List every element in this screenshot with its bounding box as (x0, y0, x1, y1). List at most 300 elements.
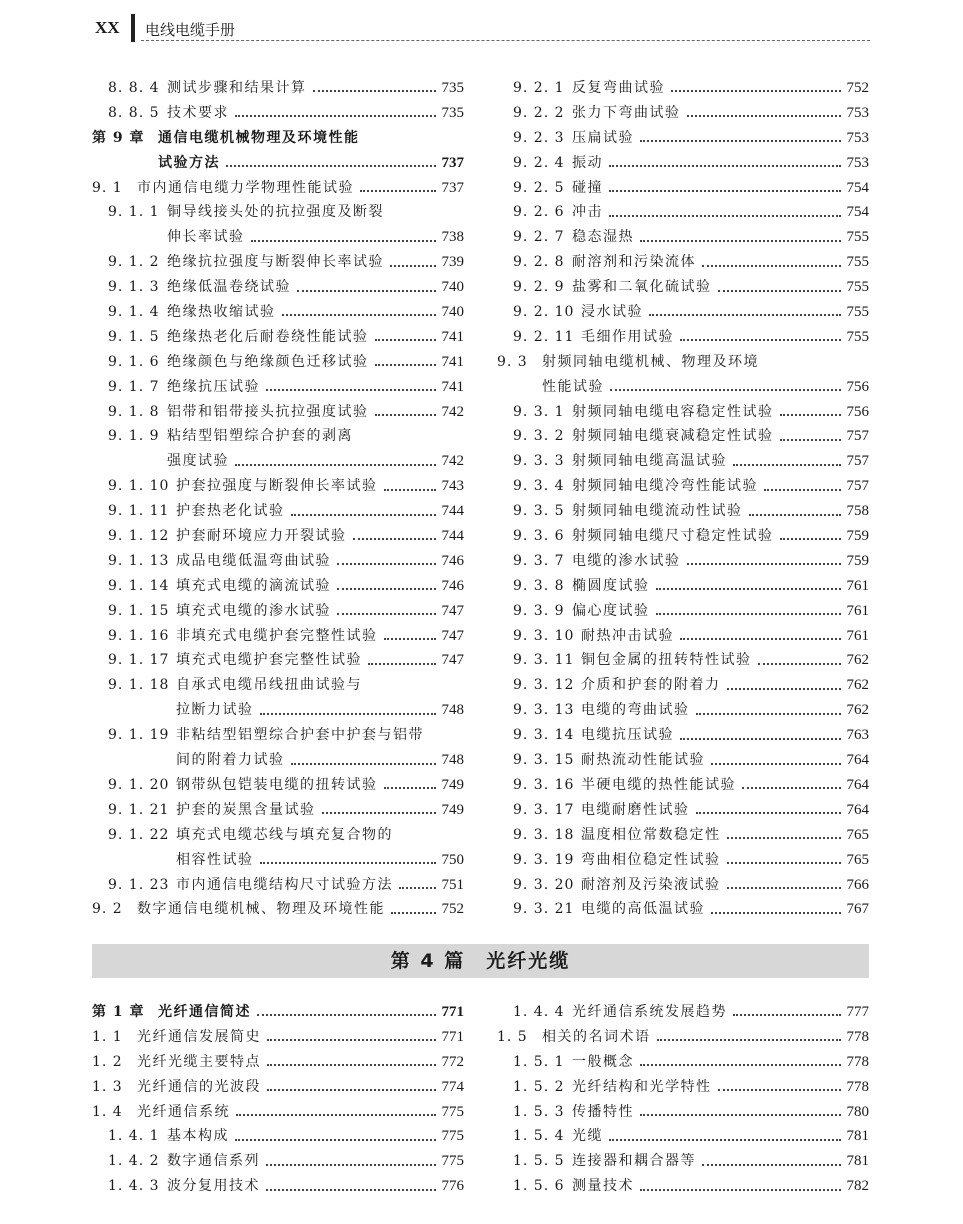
entry-title: 市内通信电缆结构尺寸试验方法 (176, 876, 393, 893)
toc-entry (497, 1075, 869, 1100)
toc-entry (92, 1124, 464, 1149)
toc-entry (92, 499, 464, 524)
toc-entry (497, 748, 869, 773)
toc-entry (497, 325, 869, 350)
entry-number: 9. 2. 7 (513, 229, 565, 246)
entry-page: 753 (846, 129, 869, 146)
dot-leader (297, 290, 436, 292)
toc-entry (92, 549, 464, 574)
entry-title: 介质和护套的附着力 (581, 677, 721, 694)
entry-number: 9. 1. 20 (108, 776, 170, 793)
entry-page: 762 (846, 677, 869, 694)
entry-number: 9. 1. 7 (108, 378, 160, 395)
entry-title: 耐热冲击试验 (581, 627, 674, 644)
toc-entry (497, 375, 869, 400)
toc-entry (497, 798, 869, 823)
toc-entry (497, 897, 869, 922)
toc-entry (497, 126, 869, 151)
entry-number: 9. 3. 17 (513, 801, 575, 818)
entry-title: 测量技术 (572, 1178, 634, 1195)
toc-entry (92, 873, 464, 898)
entry-title: 护套拉强度与断裂伸长率试验 (176, 478, 378, 495)
entry-number: 9. 2. 6 (513, 204, 565, 221)
entry-page: 746 (441, 577, 464, 594)
dot-leader (267, 1089, 436, 1091)
toc-entry (497, 524, 869, 549)
entry-title: 试验方法 (158, 154, 220, 171)
entry-number: 9. 1. 14 (108, 577, 170, 594)
entry-number: 9. 3. 12 (513, 677, 575, 694)
entry-page: 781 (846, 1128, 869, 1145)
dot-leader (780, 439, 841, 441)
entry-page: 747 (441, 602, 464, 619)
dot-leader (640, 240, 841, 242)
toc-entry (497, 1000, 869, 1025)
toc-entry (497, 1100, 869, 1125)
entry-title: 数字通信系列 (167, 1153, 260, 1170)
entry-title: 光纤通信的光波段 (137, 1078, 261, 1095)
entry-title: 粘结型铝塑综合护套的剥离 (167, 428, 353, 445)
toc-entry (92, 1025, 464, 1050)
entry-number: 第 1 章 (92, 1004, 145, 1020)
entry-title: 非填充式电缆护套完整性试验 (176, 627, 378, 644)
dot-leader (733, 1014, 841, 1016)
toc-entry (497, 1025, 869, 1050)
entry-title: 振动 (572, 154, 603, 171)
entry-number: 9. 3. 16 (513, 776, 575, 793)
toc-entry (497, 400, 869, 425)
dot-leader (702, 1164, 841, 1166)
entry-number: 9. 2. 4 (513, 154, 565, 171)
dot-leader (733, 464, 841, 466)
entry-page: 759 (846, 552, 869, 569)
entry-number: 9. 1 (92, 179, 123, 196)
entry-number: 9. 1. 2 (108, 254, 160, 271)
entry-number: 9. 3. 8 (513, 577, 565, 594)
entry-page: 754 (846, 204, 869, 221)
entry-title: 拉断力试验 (176, 702, 254, 719)
entry-title: 稳态湿热 (572, 229, 634, 246)
toc-entry (92, 1000, 464, 1025)
dot-leader (291, 763, 436, 765)
entry-title: 光纤光缆主要特点 (137, 1053, 261, 1070)
entry-page: 737 (441, 179, 464, 196)
entry-number: 1. 4. 2 (108, 1153, 160, 1170)
page-label: XX (95, 18, 120, 37)
toc-entry (497, 773, 869, 798)
dot-leader (640, 140, 841, 142)
entry-page: 780 (846, 1103, 869, 1120)
toc-column-1 (92, 76, 464, 922)
entry-number: 1. 4. 1 (108, 1128, 160, 1145)
entry-title: 绝缘低温卷绕试验 (167, 279, 291, 296)
entry-page: 751 (441, 876, 464, 893)
entry-title: 射频同轴电缆尺寸稳定性试验 (572, 528, 774, 545)
entry-page: 762 (846, 702, 869, 719)
entry-title: 数字通信电缆机械、物理及环境性能 (137, 901, 385, 918)
entry-page: 741 (441, 353, 464, 370)
entry-page: 759 (846, 528, 869, 545)
toc-entry (497, 599, 869, 624)
entry-number: 9. 3. 2 (513, 428, 565, 445)
entry-page: 744 (441, 528, 464, 545)
entry-title: 光纤通信系统 (137, 1103, 230, 1120)
entry-title: 射频同轴电缆衰减稳定性试验 (572, 428, 774, 445)
entry-title: 钢带纵包铠装电缆的扭转试验 (176, 776, 378, 793)
entry-number: 1. 5 (497, 1028, 528, 1045)
book-title: 电线电缆手册 (145, 21, 236, 39)
dot-leader (649, 314, 841, 316)
dot-leader (353, 538, 436, 540)
toc-entry (92, 200, 464, 225)
entry-title: 自承式电缆吊线扭曲试验与 (176, 677, 362, 694)
toc-entry (92, 1050, 464, 1075)
dot-leader (742, 787, 841, 789)
dot-leader (609, 165, 841, 167)
entry-page: 772 (441, 1053, 464, 1070)
toc-entry (497, 424, 869, 449)
entry-page: 757 (846, 453, 869, 470)
toc-entry (92, 176, 464, 201)
entry-page: 735 (441, 104, 464, 121)
entry-number: 9. 2. 10 (513, 304, 575, 321)
entry-title: 光纤结构和光学特性 (572, 1078, 712, 1095)
entry-page: 771 (441, 1028, 464, 1045)
dot-leader (313, 90, 436, 92)
entry-number: 9. 1. 5 (108, 328, 160, 345)
entry-number: 9. 1. 4 (108, 304, 160, 321)
entry-title: 间的附着力试验 (176, 752, 285, 769)
dot-leader (718, 1089, 841, 1091)
toc-entry (497, 101, 869, 126)
dot-leader (680, 339, 841, 341)
dot-leader (727, 887, 841, 889)
entry-page: 747 (441, 652, 464, 669)
entry-title: 光缆 (572, 1128, 603, 1145)
entry-page: 761 (846, 577, 869, 594)
entry-page: 740 (441, 304, 464, 321)
entry-number: 9. 1. 3 (108, 279, 160, 296)
entry-title: 电缆抗压试验 (581, 727, 674, 744)
entry-number: 9. 3. 3 (513, 453, 565, 470)
toc-entry (497, 275, 869, 300)
entry-title: 填充式电缆芯线与填充复合物的 (176, 826, 393, 843)
toc-entry (92, 1174, 464, 1199)
entry-number: 9. 3. 7 (513, 552, 565, 569)
dot-leader (260, 713, 436, 715)
entry-title: 通信电缆机械物理及环境性能 (158, 129, 360, 146)
entry-number: 9. 1. 12 (108, 528, 170, 545)
entry-title: 耐溶剂及污染液试验 (581, 876, 721, 893)
toc-entry (92, 400, 464, 425)
toc-entry (92, 101, 464, 126)
entry-page: 762 (846, 652, 869, 669)
entry-page: 755 (846, 254, 869, 271)
entry-number: 1. 2 (92, 1053, 123, 1070)
dot-leader (226, 165, 436, 167)
toc-entry (497, 76, 869, 101)
entry-number: 9. 3. 18 (513, 826, 575, 843)
entry-page: 749 (441, 776, 464, 793)
dot-leader (375, 414, 436, 416)
entry-title: 铜包金属的扭转特性试验 (581, 652, 752, 669)
header-bar (131, 14, 135, 42)
dot-leader (266, 1189, 436, 1191)
entry-number: 9. 3. 19 (513, 851, 575, 868)
dot-leader (266, 1164, 436, 1166)
toc-entry (497, 648, 869, 673)
entry-page: 777 (846, 1004, 869, 1020)
entry-title: 填充式电缆护套完整性试验 (176, 652, 362, 669)
dot-leader (337, 563, 436, 565)
dot-leader (337, 588, 436, 590)
entry-page: 775 (441, 1103, 464, 1120)
dot-leader (291, 514, 436, 516)
entry-page: 765 (846, 826, 869, 843)
toc-entry (92, 250, 464, 275)
entry-number: 9. 2. 11 (513, 328, 575, 345)
entry-number: 1. 5. 3 (513, 1103, 565, 1120)
entry-title: 伸长率试验 (167, 229, 245, 246)
dot-leader (718, 290, 841, 292)
dot-leader (390, 265, 436, 267)
entry-number: 8. 8. 4 (108, 80, 160, 96)
toc-entry (92, 76, 464, 101)
entry-number: 9. 3 (497, 353, 528, 370)
entry-page: 774 (441, 1078, 464, 1095)
entry-title: 绝缘抗拉强度与断裂伸长率试验 (167, 254, 384, 271)
toc-entry (92, 375, 464, 400)
toc-entry (497, 176, 869, 201)
entry-page: 755 (846, 229, 869, 246)
toc-entry (92, 1100, 464, 1125)
toc-entry (497, 225, 869, 250)
entry-page: 755 (846, 328, 869, 345)
dot-leader (680, 638, 841, 640)
toc-entry (92, 624, 464, 649)
entry-title: 一般概念 (572, 1053, 634, 1070)
entry-page: 756 (846, 403, 869, 420)
entry-page: 778 (846, 1078, 869, 1095)
entry-title: 射频同轴电缆冷弯性能试验 (572, 478, 758, 495)
entry-title: 偏心度试验 (572, 602, 650, 619)
toc-entry (92, 574, 464, 599)
dot-leader (727, 862, 841, 864)
entry-page: 775 (441, 1128, 464, 1145)
toc-column-2 (497, 76, 869, 922)
toc-entry (497, 449, 869, 474)
toc-entry (92, 1075, 464, 1100)
entry-page: 756 (846, 378, 869, 395)
entry-number: 9. 2. 2 (513, 104, 565, 121)
entry-page: 753 (846, 104, 869, 121)
entry-title: 毛细作用试验 (581, 328, 674, 345)
toc-entry (92, 300, 464, 325)
entry-number: 1. 1 (92, 1028, 123, 1045)
toc-entry (92, 897, 464, 922)
entry-number: 9. 1. 6 (108, 353, 160, 370)
entry-title: 波分复用技术 (167, 1178, 260, 1195)
dot-leader (671, 90, 841, 92)
entry-number: 1. 4. 3 (108, 1178, 160, 1195)
entry-title: 电缆耐磨性试验 (581, 801, 690, 818)
entry-number: 9. 1. 9 (108, 428, 160, 445)
toc-entry (92, 773, 464, 798)
entry-title: 铝带和铝带接头抗拉强度试验 (167, 403, 369, 420)
entry-title: 基本构成 (167, 1128, 229, 1145)
dot-leader (260, 862, 436, 864)
entry-number: 9. 3. 14 (513, 727, 575, 744)
entry-page: 763 (846, 727, 869, 744)
entry-title: 填充式电缆的滴流试验 (176, 577, 331, 594)
entry-number: 9. 3. 11 (513, 652, 575, 669)
dot-leader (266, 389, 436, 391)
entry-page: 750 (441, 851, 464, 868)
toc-entry (497, 1124, 869, 1149)
dot-leader (282, 314, 436, 316)
entry-title: 绝缘抗压试验 (167, 378, 260, 395)
entry-title: 耐热流动性能试验 (581, 752, 705, 769)
entry-title: 护套的炭黑含量试验 (176, 801, 316, 818)
dot-leader (702, 265, 841, 267)
entry-title: 张力下弯曲试验 (572, 104, 681, 121)
entry-page: 741 (441, 378, 464, 395)
entry-title: 性能试验 (542, 378, 604, 395)
dot-leader (360, 190, 436, 192)
entry-page: 757 (846, 428, 869, 445)
toc-entry (92, 350, 464, 375)
dot-leader (609, 190, 841, 192)
entry-page: 752 (441, 901, 464, 918)
entry-title: 成品电缆低温弯曲试验 (176, 552, 331, 569)
entry-number: 1. 4. 4 (513, 1004, 565, 1020)
dot-leader (656, 588, 841, 590)
entry-title: 连接器和耦合器等 (572, 1153, 696, 1170)
toc-entry (92, 474, 464, 499)
entry-page: 757 (846, 478, 869, 495)
entry-title: 射频同轴电缆机械、物理及环境 (542, 353, 759, 370)
entry-number: 9. 1. 15 (108, 602, 170, 619)
entry-page: 739 (441, 254, 464, 271)
entry-title: 碰撞 (572, 179, 603, 196)
entry-page: 747 (441, 627, 464, 644)
toc-entry (497, 873, 869, 898)
dot-leader (399, 887, 436, 889)
dot-leader (657, 1039, 841, 1041)
entry-number: 9. 1. 21 (108, 801, 170, 818)
toc-entry (497, 350, 869, 375)
toc-entry (92, 275, 464, 300)
entry-number: 9. 1. 17 (108, 652, 170, 669)
entry-title: 绝缘热收缩试验 (167, 304, 276, 321)
entry-number: 9. 3. 5 (513, 503, 565, 520)
entry-title: 耐溶剂和污染流体 (572, 254, 696, 271)
dot-leader (711, 763, 841, 765)
toc-entry (497, 474, 869, 499)
dot-leader (656, 613, 841, 615)
entry-page: 735 (441, 80, 464, 96)
entry-title: 市内通信电缆力学物理性能试验 (137, 179, 354, 196)
toc-entry (497, 300, 869, 325)
toc-entry (497, 499, 869, 524)
entry-page: 765 (846, 851, 869, 868)
dot-leader (610, 389, 841, 391)
entry-title: 电缆的高低温试验 (581, 901, 705, 918)
toc-entry (497, 200, 869, 225)
entry-page: 752 (846, 80, 869, 96)
entry-title: 射频同轴电缆流动性试验 (572, 503, 743, 520)
entry-number: 9. 3. 13 (513, 702, 575, 719)
entry-page: 771 (441, 1004, 464, 1020)
toc-entry (497, 823, 869, 848)
dot-leader (609, 215, 841, 217)
entry-page: 749 (441, 801, 464, 818)
entry-page: 761 (846, 627, 869, 644)
toc-column-3 (92, 1000, 464, 1199)
entry-title: 椭圆度试验 (572, 577, 650, 594)
entry-page: 742 (441, 453, 464, 470)
entry-title: 盐雾和二氧化硫试验 (572, 279, 712, 296)
entry-title: 冲击 (572, 204, 603, 221)
header-rule (141, 40, 870, 41)
toc-entry (92, 151, 464, 176)
toc-entry (497, 624, 869, 649)
entry-page: 754 (846, 179, 869, 196)
dot-leader (322, 812, 436, 814)
entry-title: 光纤通信系统发展趋势 (572, 1004, 727, 1020)
entry-number: 9. 3. 10 (513, 627, 575, 644)
toc-entry (497, 673, 869, 698)
entry-title: 温度相位常数稳定性 (581, 826, 721, 843)
dot-leader (780, 414, 841, 416)
entry-number: 9. 1. 11 (108, 503, 170, 520)
entry-number: 1. 5. 4 (513, 1128, 565, 1145)
entry-number: 9. 3. 9 (513, 602, 565, 619)
dot-leader (375, 364, 436, 366)
entry-title: 电缆的弯曲试验 (581, 702, 690, 719)
entry-number: 9. 3. 4 (513, 478, 565, 495)
entry-number: 1. 5. 5 (513, 1153, 565, 1170)
entry-number: 9. 2. 8 (513, 254, 565, 271)
entry-number: 9. 1. 13 (108, 552, 170, 569)
entry-title: 光纤通信简述 (158, 1004, 251, 1020)
dot-leader (236, 1114, 436, 1116)
entry-number: 1. 4 (92, 1103, 123, 1120)
toc-entry (497, 1149, 869, 1174)
dot-leader (764, 489, 841, 491)
entry-number: 1. 3 (92, 1078, 123, 1095)
entry-number: 9. 1. 22 (108, 826, 170, 843)
toc-entry (92, 225, 464, 250)
entry-page: 755 (846, 279, 869, 296)
dot-leader (711, 912, 841, 914)
dot-leader (235, 1139, 436, 1141)
entry-title: 压扁试验 (572, 129, 634, 146)
toc-entry (92, 648, 464, 673)
toc-entry (497, 1174, 869, 1199)
entry-title: 强度试验 (167, 453, 229, 470)
dot-leader (384, 638, 436, 640)
entry-page: 740 (441, 279, 464, 296)
entry-title: 传播特性 (572, 1103, 634, 1120)
toc-entry (497, 151, 869, 176)
dot-leader (375, 339, 436, 341)
entry-page: 743 (441, 478, 464, 495)
dot-leader (251, 240, 436, 242)
entry-page: 775 (441, 1153, 464, 1170)
toc-entry (92, 325, 464, 350)
dot-leader (257, 1014, 436, 1016)
